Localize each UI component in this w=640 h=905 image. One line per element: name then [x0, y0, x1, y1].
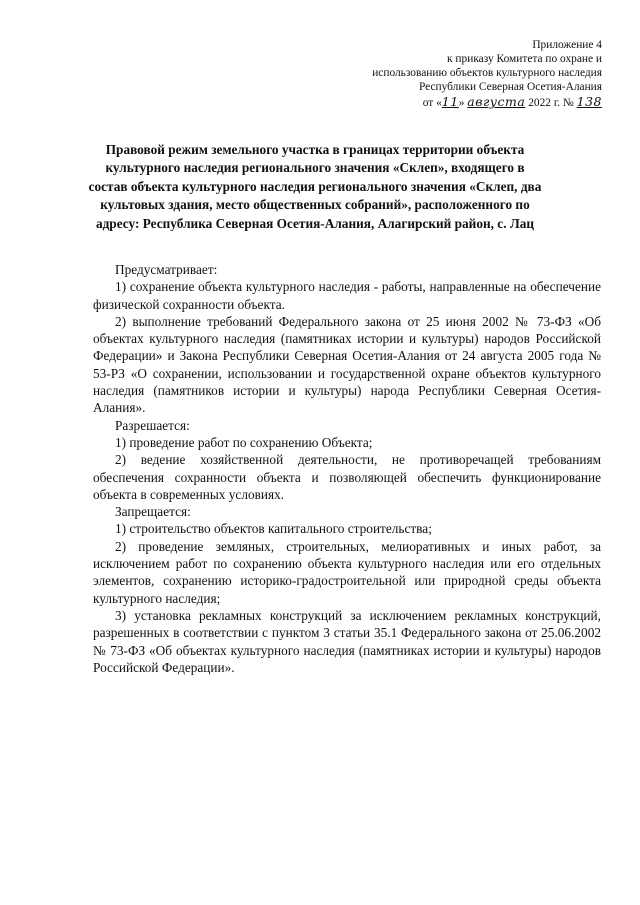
- date-year: 2022 г. №: [525, 97, 577, 109]
- date-day-handwritten: 11: [441, 94, 459, 109]
- appendix-header: [302, 38, 602, 111]
- title-line: культовых здания, место общественных собраний», расположенного по: [100, 197, 530, 213]
- title-line: адресу: Республика Северная Осетия-Алания, Алагирский район, с. Лац: [95, 215, 535, 231]
- date-mid: »: [458, 97, 468, 109]
- forbidden-item-2: 2) проведение земляных, строительных, мелиоративных и иных работ, за исключением работ по сохранению объекта культурного наследия или его отдельных элементов, сохранению историко-градостроительной или природной среды объекта культурного наследия;: [93, 538, 601, 606]
- document-title: [80, 141, 550, 233]
- provides-heading: Предусматривает:: [115, 262, 218, 277]
- appendix-date-line: [302, 94, 602, 111]
- title-line: состав объекта культурного наследия регионального значения «Склеп, два: [88, 178, 542, 194]
- appendix-committee: использованию объектов культурного наследия: [372, 67, 602, 79]
- order-number-handwritten: 138: [576, 94, 602, 109]
- forbidden-heading: Запрещается:: [115, 504, 191, 520]
- forbidden-item-3: 3) установка рекламных конструкций за исключением рекламных конструкций, разрешенных в соответствии с пунктом 3 статьи 35.1 Федерального закона от 25.06.2002 № 73-ФЗ «Об объектах культурного наследия (памятниках истории и культуры) народов Российской Федерации».: [93, 607, 601, 675]
- allowed-heading: Разрешается:: [115, 417, 190, 433]
- date-month-handwritten: августа: [467, 94, 526, 109]
- allowed-item-2: 2) ведение хозяйственной деятельности, не противоречащей требованиям обеспечения сохранности объекта и позволяющей обеспечить функционирование объекта в современных условиях.: [93, 452, 601, 502]
- appendix-republic: Республики Северная Осетия-Алания: [418, 81, 602, 93]
- provides-item-2: 2) выполнение требований Федерального закона от 25 июня 2002 № 73-ФЗ «Об объектах культурного наследия (памятниках истории и культуры) народов Российской Федерации» и Закона Республики Северная Осетия-Алания от 24 августа 2005 года № 53-РЗ «О сохранении, использовании и государственной охране объектов культурного наследия (памятников истории и культуры) народа Республики Северная Осетия-Алания».: [93, 313, 601, 416]
- forbidden-item-1: 1) строительство объектов капитального строительства;: [115, 521, 432, 537]
- title-line: Правовой режим земельного участка в границах территории объекта: [105, 142, 525, 157]
- allowed-item-1: 1) проведение работ по сохранению Объекта;: [115, 434, 373, 450]
- provides-item-1: 1) сохранение объекта культурного наследия - работы, направленные на обеспечение физической сохранности объекта.: [93, 279, 601, 312]
- title-line: культурного наследия регионального значения «Склеп», входящего в: [105, 160, 525, 176]
- appendix-number: Приложение 4: [532, 39, 602, 51]
- date-prefix: от «: [422, 97, 442, 109]
- document-body: [93, 261, 601, 676]
- appendix-order-ref: к приказу Комитета по охране и: [447, 53, 602, 65]
